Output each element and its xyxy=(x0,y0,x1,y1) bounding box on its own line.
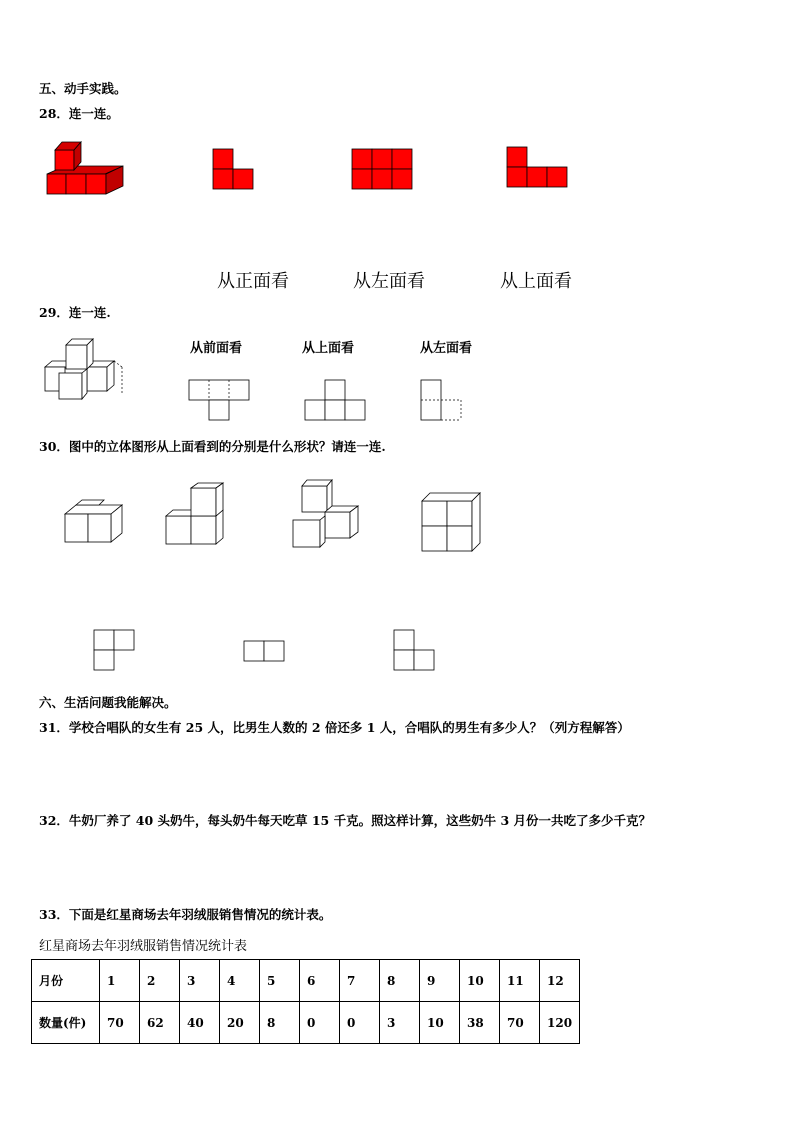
q32-text: 32．牛奶厂养了 40 头奶牛，每头奶牛每天吃草 15 千克。照这样计算，这些奶牛 3 月份一共吃了多少千克？ xyxy=(39,813,651,828)
q28-label-left: 从左面看 xyxy=(353,271,425,292)
q29-view-inverted-t-shape xyxy=(304,379,368,423)
q31-text: 31．学校合唱队的女生有 25 人，比男生人数的 2 倍还多 1 人，合唱队的男生有多少人？（列方程解答） xyxy=(39,720,630,735)
month-cell: 4 xyxy=(220,960,260,1002)
quantity-cell: 0 xyxy=(340,1002,380,1044)
q29-label-front: 从前面看 xyxy=(190,341,243,356)
month-cell: 11 xyxy=(500,960,540,1002)
row-header-month: 月份 xyxy=(32,960,100,1002)
q30-top-view-2 xyxy=(243,640,287,664)
table-title: 红星商场去年羽绒服销售情况统计表 xyxy=(39,939,248,954)
month-cell: 5 xyxy=(260,960,300,1002)
q30-top-view-1 xyxy=(93,629,137,673)
quantity-cell: 0 xyxy=(300,1002,340,1044)
quantity-cell: 10 xyxy=(420,1002,460,1044)
q28-red-solid-figure xyxy=(45,138,127,198)
q29-label-left: 从左面看 xyxy=(420,341,473,356)
q28-label-front: 从正面看 xyxy=(217,271,289,292)
table-row-month xyxy=(32,960,580,1002)
q28-red-view-rectangle xyxy=(351,148,415,192)
q29-label-top: 从上面看 xyxy=(302,341,355,356)
table-row-quantity xyxy=(32,1002,580,1044)
q29-view-side-shape xyxy=(420,379,464,423)
q29-view-t-shape xyxy=(188,379,252,423)
month-cell: 9 xyxy=(420,960,460,1002)
month-cell: 8 xyxy=(380,960,420,1002)
q33-text: 33．下面是红星商场去年羽绒服销售情况的统计表。 xyxy=(39,907,332,922)
month-cell: 3 xyxy=(180,960,220,1002)
quantity-cell: 70 xyxy=(500,1002,540,1044)
quantity-cell: 120 xyxy=(540,1002,580,1044)
q30-solid-4 xyxy=(420,491,484,555)
quantity-cell: 70 xyxy=(100,1002,140,1044)
quantity-cell: 8 xyxy=(260,1002,300,1044)
section-6-title: 六、生活问题我能解决。 xyxy=(39,695,177,710)
month-cell: 6 xyxy=(300,960,340,1002)
q28-number: 28．连一连。 xyxy=(39,106,119,121)
q28-red-view-long-l-shape xyxy=(506,146,570,190)
q30-text: 30．图中的立体图形从上面看到的分别是什么形状？请连一连. xyxy=(39,439,386,454)
q30-solid-2 xyxy=(165,483,229,547)
quantity-cell: 3 xyxy=(380,1002,420,1044)
month-cell: 1 xyxy=(100,960,140,1002)
quantity-cell: 40 xyxy=(180,1002,220,1044)
q28-red-view-l-shape xyxy=(212,148,256,192)
month-cell: 2 xyxy=(140,960,180,1002)
quantity-cell: 20 xyxy=(220,1002,260,1044)
q30-solid-1 xyxy=(64,498,128,546)
q30-solid-3 xyxy=(292,478,362,550)
month-cell: 10 xyxy=(460,960,500,1002)
row-header-quantity: 数量(件) xyxy=(32,1002,100,1044)
q28-label-top: 从上面看 xyxy=(500,271,572,292)
month-cell: 7 xyxy=(340,960,380,1002)
section-5-title: 五、动手实践。 xyxy=(39,81,127,96)
quantity-cell: 38 xyxy=(460,1002,500,1044)
q29-number: 29．连一连. xyxy=(39,305,111,320)
quantity-cell: 62 xyxy=(140,1002,180,1044)
q30-top-view-3 xyxy=(393,629,437,673)
sales-table xyxy=(31,959,580,1044)
q29-cube-cluster-figure xyxy=(44,337,134,403)
month-cell: 12 xyxy=(540,960,580,1002)
